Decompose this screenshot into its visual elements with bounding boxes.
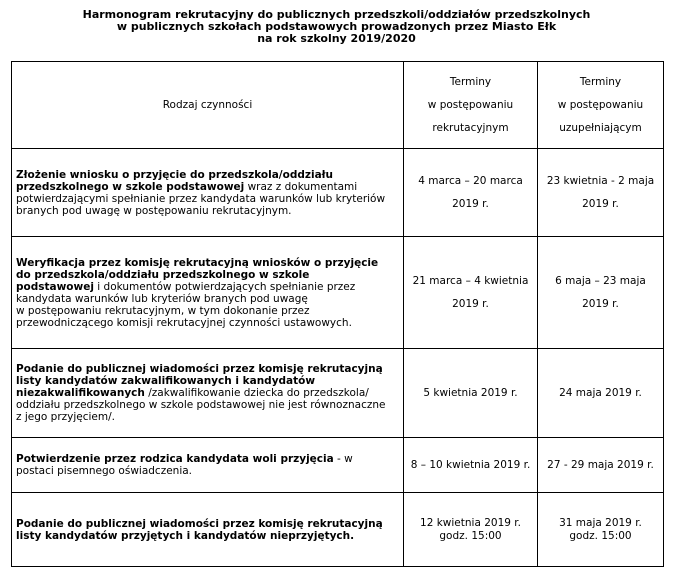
supplement-date-cell: 24 maja 2019 r. — [538, 349, 664, 438]
supplement-date-cell: 27 - 29 maja 2019 r. — [538, 438, 664, 493]
activity-cell: Złożenie wniosku o przyjęcie do przedszkola/oddziału przedszkolnego w szkole podstawowej wraz z dokumentami potwierdzającymi spełnianie przez kandydata warunków lub kryteriów branych pod uwagę w postępowaniu rekrutacyjnym. — [12, 149, 404, 237]
table-row — [12, 349, 664, 438]
document-title — [0, 9, 673, 45]
header-activity: Rodzaj czynności — [12, 62, 404, 149]
title-line-3: na rok szkolny 2019/2020 — [257, 32, 416, 45]
table-row — [12, 438, 664, 493]
schedule-table — [11, 61, 664, 567]
recruit-date-cell: 4 marca – 20 marca 2019 r. — [404, 149, 538, 237]
recruit-date-cell: 5 kwietnia 2019 r. — [404, 349, 538, 438]
table-header-row — [12, 62, 664, 149]
activity-cell: Podanie do publicznej wiadomości przez komisję rekrutacyjną listy kandydatów przyjętych i kandydatów nieprzyjętych. — [12, 493, 404, 567]
table-row — [12, 149, 664, 237]
recruit-date-cell: 8 – 10 kwietnia 2019 r. — [404, 438, 538, 493]
title-line-2: w publicznych szkołach podstawowych prowadzonych przez Miasto Ełk — [116, 20, 557, 33]
title-line-1: Harmonogram rekrutacyjny do publicznych przedszkoli/oddziałów przedszkolnych — [82, 8, 591, 21]
supplement-date-cell: 31 maja 2019 r. godz. 15:00 — [538, 493, 664, 567]
header-recruit-terms: Terminy w postępowaniu rekrutacyjnym — [404, 62, 538, 149]
recruit-date-cell: 21 marca – 4 kwietnia 2019 r. — [404, 237, 538, 349]
table-row — [12, 237, 664, 349]
supplement-date-cell: 23 kwietnia - 2 maja 2019 r. — [538, 149, 664, 237]
supplement-date-cell: 6 maja – 23 maja 2019 r. — [538, 237, 664, 349]
activity-cell: Podanie do publicznej wiadomości przez komisję rekrutacyjną listy kandydatów zakwalifikowanych i kandydatów niezakwalifikowanych /zakwalifikowanie dziecka do przedszkola/ oddziału przedszkolnego w szkole podstawowej nie jest równoznaczne z jego przyjęciem/. — [12, 349, 404, 438]
activity-cell: Potwierdzenie przez rodzica kandydata woli przyjęcia - w postaci pisemnego oświadczenia. — [12, 438, 404, 493]
activity-cell: Weryfikacja przez komisję rekrutacyjną wniosków o przyjęcie do przedszkola/oddziału przedszkolnego w szkole podstawowej i dokumentów potwierdzających spełnianie przez kandydata warunków lub kryteriów branych pod uwagę w postępowaniu rekrutacyjnym, w tym dokonanie przez przewodniczącego komisji rekrutacyjnej czynności ustawowych. — [12, 237, 404, 349]
table-row — [12, 493, 664, 567]
header-supplement-terms: Terminy w postępowaniu uzupełniającym — [538, 62, 664, 149]
recruit-date-cell: 12 kwietnia 2019 r. godz. 15:00 — [404, 493, 538, 567]
